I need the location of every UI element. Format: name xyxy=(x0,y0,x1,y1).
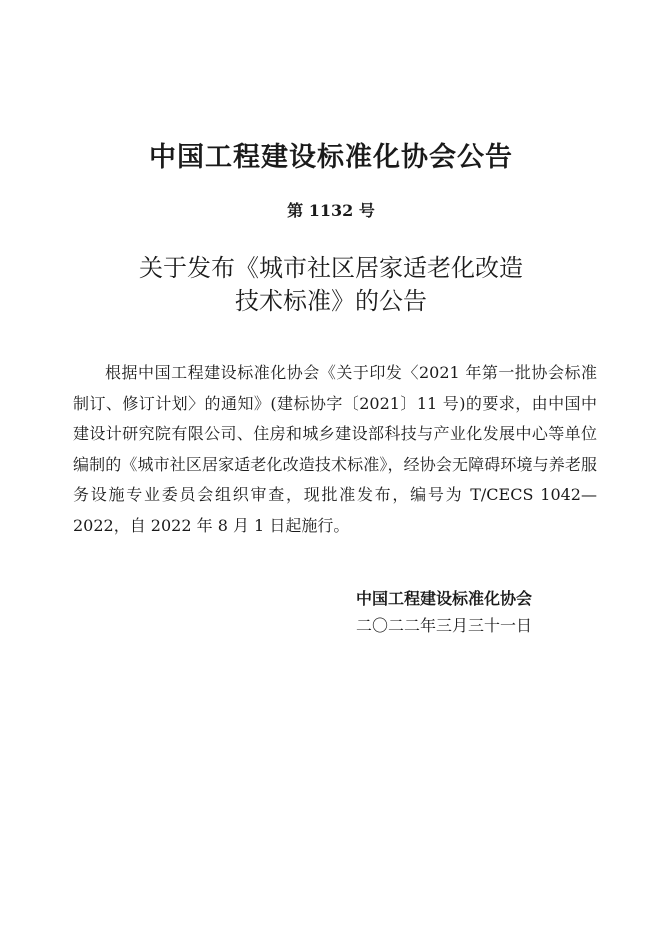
organization-title: 中国工程建设标准化协会公告 xyxy=(149,142,513,173)
announcement-title-line-2: 技术标准》的公告 xyxy=(235,287,427,315)
body-paragraph: 根据中国工程建设标准化协会《关于印发〈2021 年第一批协会标准制订、修订计划〉的通知》(建标协字〔2021〕11 号)的要求，由中国中建设计研究院有限公司、住房和城乡建设部科技与产业化发展中心等单位编制的《城市社区居家适老化改造技术标准》，经协会无障碍环境与养老服务设施专业委员会组织审查，现批准发布，编号为 T/CECS 1042—2022，自 2022 年 8 月 1 日起施行。 xyxy=(73,363,597,535)
signature-issuer: 中国工程建设标准化协会 xyxy=(356,589,533,608)
announcement-title-line-1: 关于发布《城市社区居家适老化改造 xyxy=(139,254,523,282)
signature-block xyxy=(356,585,532,639)
document-number: 第 1132 号 xyxy=(287,201,375,220)
signature-date: 二〇二二年三月三十一日 xyxy=(356,616,533,635)
announcement-title xyxy=(0,252,662,318)
